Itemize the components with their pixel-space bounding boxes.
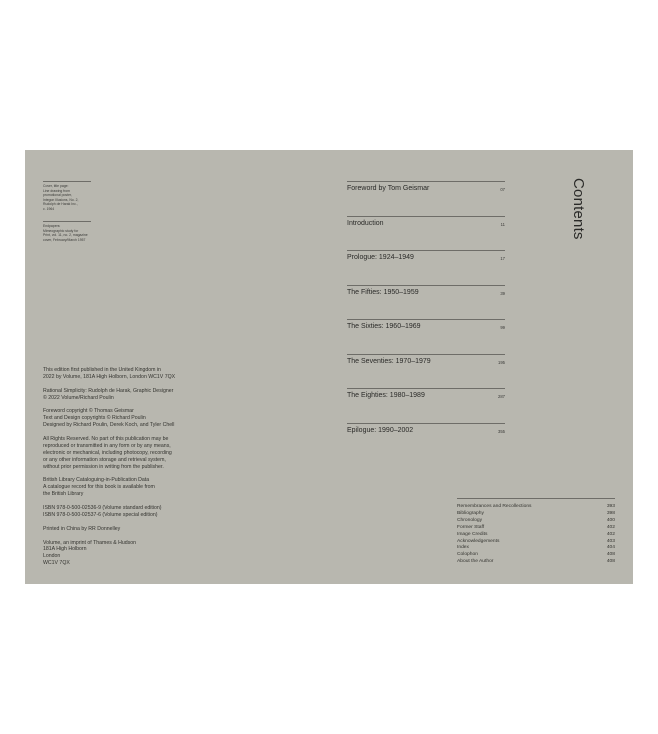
back-matter-title: Colophon (457, 552, 478, 558)
imprint-line: London (43, 553, 61, 560)
caption-line: Print, vol. 11, no. 2, magazine (43, 233, 88, 238)
toc-page-number: 11 (500, 222, 505, 227)
toc-page-number: 195 (498, 360, 505, 365)
back-matter-item (457, 518, 615, 525)
caption-line: Line drawing from (43, 188, 70, 193)
back-matter-page: 402 (606, 531, 615, 537)
back-matter-item (457, 539, 615, 546)
imprint-line: © 2022 Volume/Richard Poulin (43, 394, 114, 401)
toc-rule (347, 216, 505, 217)
caption-line: Cover, title page: (43, 184, 69, 188)
imprint-line: 2022 by Volume, 181A High Holborn, London WC1V 7QX (43, 373, 176, 380)
imprint-block (43, 388, 193, 402)
toc-title: Foreword by Tom Geismar (347, 185, 430, 192)
back-matter-item (457, 504, 615, 511)
imprint-line: Rational Simplicity: Rudolph de Harak, Graphic Designer (43, 387, 174, 394)
caption-line: Rudolph de Harak Inc., (43, 202, 78, 207)
back-matter-item (457, 525, 615, 532)
caption-line: Integon Illusions, No. 2, (43, 197, 79, 202)
toc-title: Introduction (347, 220, 384, 227)
imprint-line: This edition first published in the United Kingdom in (43, 367, 161, 373)
back-matter-page: 398 (606, 510, 615, 516)
imprint-line: Foreword copyright © Thomas Geismar (43, 408, 134, 415)
toc-page-number: 17 (500, 256, 505, 261)
book-spread (25, 150, 633, 584)
caption-line: cover, February/March 1957 (43, 237, 86, 242)
imprint-line: ISBN 978-0-500-02537-6 (Volume special edition) (43, 511, 158, 518)
toc-page-number: 07 (500, 187, 505, 192)
imprint-block (43, 540, 193, 568)
caption-line: Mimeographic study for (43, 228, 79, 233)
back-matter-title: About the Author (457, 559, 494, 565)
toc-title: The Seventies: 1970–1979 (347, 358, 431, 365)
toc-title: The Fifties: 1950–1959 (347, 289, 419, 296)
caption-rule (43, 181, 91, 182)
caption-cover (43, 184, 103, 212)
toc-page-number: 39 (500, 291, 505, 296)
back-matter-page: 402 (606, 524, 615, 530)
back-matter-title: Former Staff (457, 524, 485, 530)
back-matter-title: Bibliography (457, 510, 484, 516)
toc-rule (347, 388, 505, 389)
toc-title: The Eighties: 1980–1989 (347, 392, 425, 399)
back-matter-title: Image Credits (457, 531, 488, 537)
imprint-line: Printed in China by RR Donnelley (43, 525, 121, 532)
toc-page-number: 355 (498, 429, 505, 434)
imprint-line: without prior permission in writing from the publisher. (43, 463, 164, 470)
toc-title: Epilogue: 1990–2002 (347, 427, 414, 434)
back-matter-title: Remembrances and Recollections (457, 504, 532, 509)
imprint-block (43, 477, 193, 498)
back-matter-item (457, 559, 615, 566)
caption-line: promotional poster, (43, 193, 72, 198)
imprint-line: 181A High Holborn (43, 546, 87, 553)
imprint-block (43, 367, 193, 381)
toc-page-number: 287 (498, 394, 505, 399)
toc-rule (347, 423, 505, 424)
imprint-line: Volume, an imprint of Thames & Hudson (43, 539, 137, 546)
imprint-block (43, 526, 193, 533)
contents-heading: Contents (570, 178, 587, 240)
toc-title: Prologue: 1924–1949 (347, 254, 414, 261)
toc-rule (347, 181, 505, 182)
toc-page-number: 99 (500, 325, 505, 330)
imprint-line: A catalogue record for this book is available from (43, 484, 155, 491)
imprint-line: reproduced or transmitted in any form or by any means, (43, 442, 171, 449)
imprint-block (43, 505, 193, 519)
imprint-line: electronic or mechanical, including photocopy, recording (43, 449, 172, 456)
imprint-line: ISBN 978-0-500-02536-9 (Volume standard edition) (43, 505, 162, 512)
back-matter-item (457, 545, 615, 552)
back-matter-title: Chronology (457, 517, 483, 523)
toc-rule (347, 250, 505, 251)
imprint-line: WC1V 7QX (43, 560, 70, 567)
toc-rule (347, 319, 505, 320)
imprint-line: British Library Cataloguing-in-Publication Data (43, 477, 150, 484)
caption-endpapers (43, 224, 103, 242)
imprint-block (43, 436, 193, 471)
back-matter-page: 393 (606, 504, 615, 509)
back-matter-page: 400 (606, 517, 615, 523)
back-matter-title: Index (457, 545, 469, 551)
imprint-line: or any other information storage and retrieval system, (43, 456, 166, 463)
back-matter-title: Acknowledgements (457, 538, 500, 544)
toc-title: The Sixties: 1960–1969 (347, 323, 421, 330)
toc-rule (347, 354, 505, 355)
imprint-page (43, 367, 193, 574)
back-matter-item (457, 511, 615, 518)
caption-line: c. 1964 (43, 206, 55, 211)
imprint-line: the British Library (43, 491, 84, 498)
imprint-line: Designed by Richard Poulin, Derek Koch, and Tyler Chell (43, 422, 175, 429)
toc-rule (347, 285, 505, 286)
back-matter-item (457, 532, 615, 539)
back-matter-page: 403 (606, 538, 615, 544)
back-matter-page: 408 (606, 559, 615, 565)
back-matter-page: 404 (606, 545, 615, 551)
caption-rule (43, 221, 91, 222)
back-matter-list (457, 504, 615, 566)
caption-line: Endpapers: (43, 224, 61, 228)
imprint-line: Text and Design copyrights © Richard Poulin (43, 415, 146, 422)
imprint-line: All Rights Reserved. No part of this publication may be (43, 436, 169, 443)
back-matter-page: 408 (606, 552, 615, 558)
imprint-block (43, 408, 193, 429)
back-matter-rule (457, 498, 615, 499)
